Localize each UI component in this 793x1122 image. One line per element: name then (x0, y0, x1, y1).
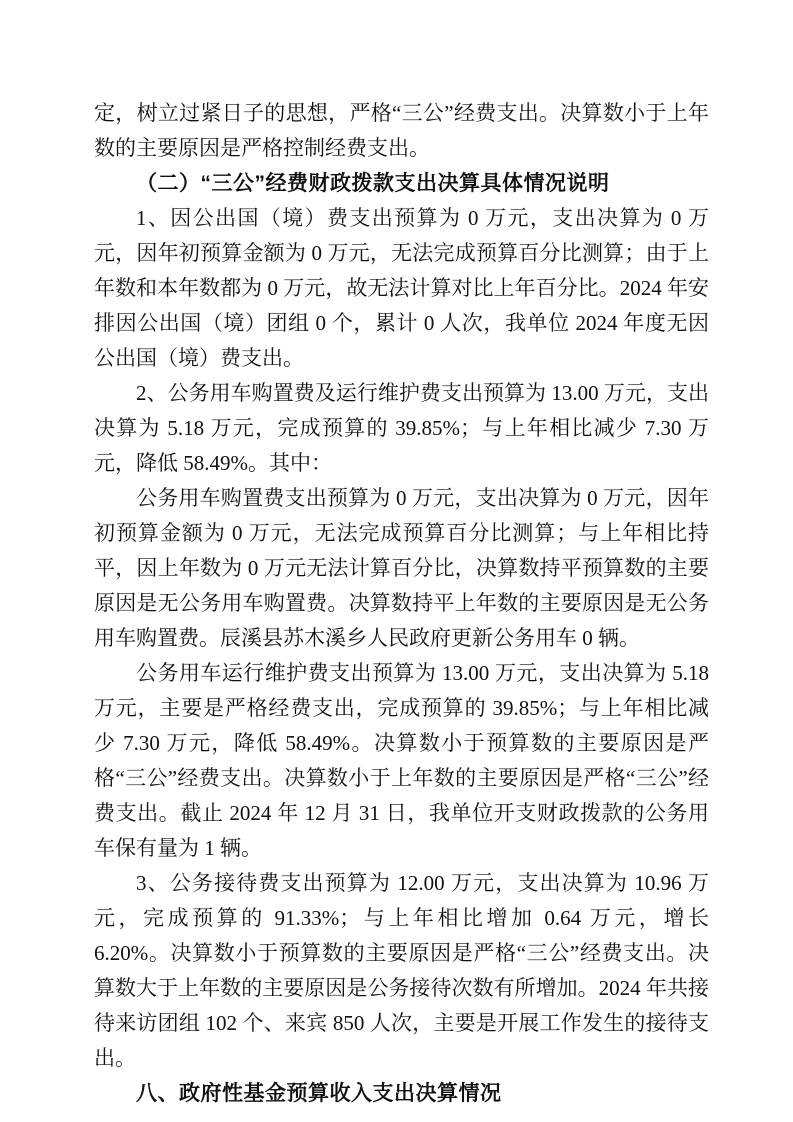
paragraph: 1、因公出国（境）费支出预算为 0 万元，支出决算为 0 万元，因年初预算金额为 0 万元，无法完成预算百分比测算；由于上年数和本年数都为 0 万元，故无法计算对比上年百分比。2024 年安排因公出国（境）团组 0 个，累计 0 人次，我单位 2024 年度无因公出国（境）费支出。 (94, 206, 709, 370)
section-heading: （二）“三公”经费财政拨款支出决算具体情况说明 (136, 172, 610, 195)
document-body (94, 96, 709, 1111)
paragraph: 2、公务用车购置费及运行维护费支出预算为 13.00 万元，支出决算为 5.18 万元，完成预算的 39.85%；与上年相比减少 7.30 万元，降低 58.49%。其中： (94, 381, 709, 475)
paragraph: 公务用车购置费支出预算为 0 万元，支出决算为 0 万元，因年初预算金额为 0 万元，无法完成预算百分比测算；与上年相比持平，因上年数为 0 万元无法计算百分比，决算数持平预算数的主要原因是无公务用车购置费。决算数持平上年数的主要原因是无公务用车购置费。辰溪县苏木溪乡人民政府更新公务用车 0 辆。 (94, 486, 709, 650)
paragraph: 公务用车运行维护费支出预算为 13.00 万元，支出决算为 5.18 万元，主要是严格经费支出，完成预算的 39.85%；与上年相比减少 7.30 万元，降低 58.49%。决算数小于预算数的主要原因是严格“三公”经费支出。决算数小于上年数的主要原因是严格“三公”经费支出。截止 2024 年 12 月 31 日，我单位开支财政拨款的公务用车保有量为 1 辆。 (94, 661, 709, 860)
section-heading: 八、政府性基金预算收入支出决算情况 (136, 1082, 502, 1105)
paragraph: 3、公务接待费支出预算为 12.00 万元，支出决算为 10.96 万元，完成预算的 91.33%；与上年相比增加 0.64 万元，增长 6.20%。决算数小于预算数的主要原因是严格“三公”经费支出。决算数大于上年数的主要原因是公务接待次数有所增加。2024 年共接待来访团组 102 个、来宾 850 人次，主要是开展工作发生的接待支出。 (94, 871, 709, 1070)
paragraph: 定，树立过紧日子的思想，严格“三公”经费支出。决算数小于上年数的主要原因是严格控制经费支出。 (94, 101, 709, 160)
